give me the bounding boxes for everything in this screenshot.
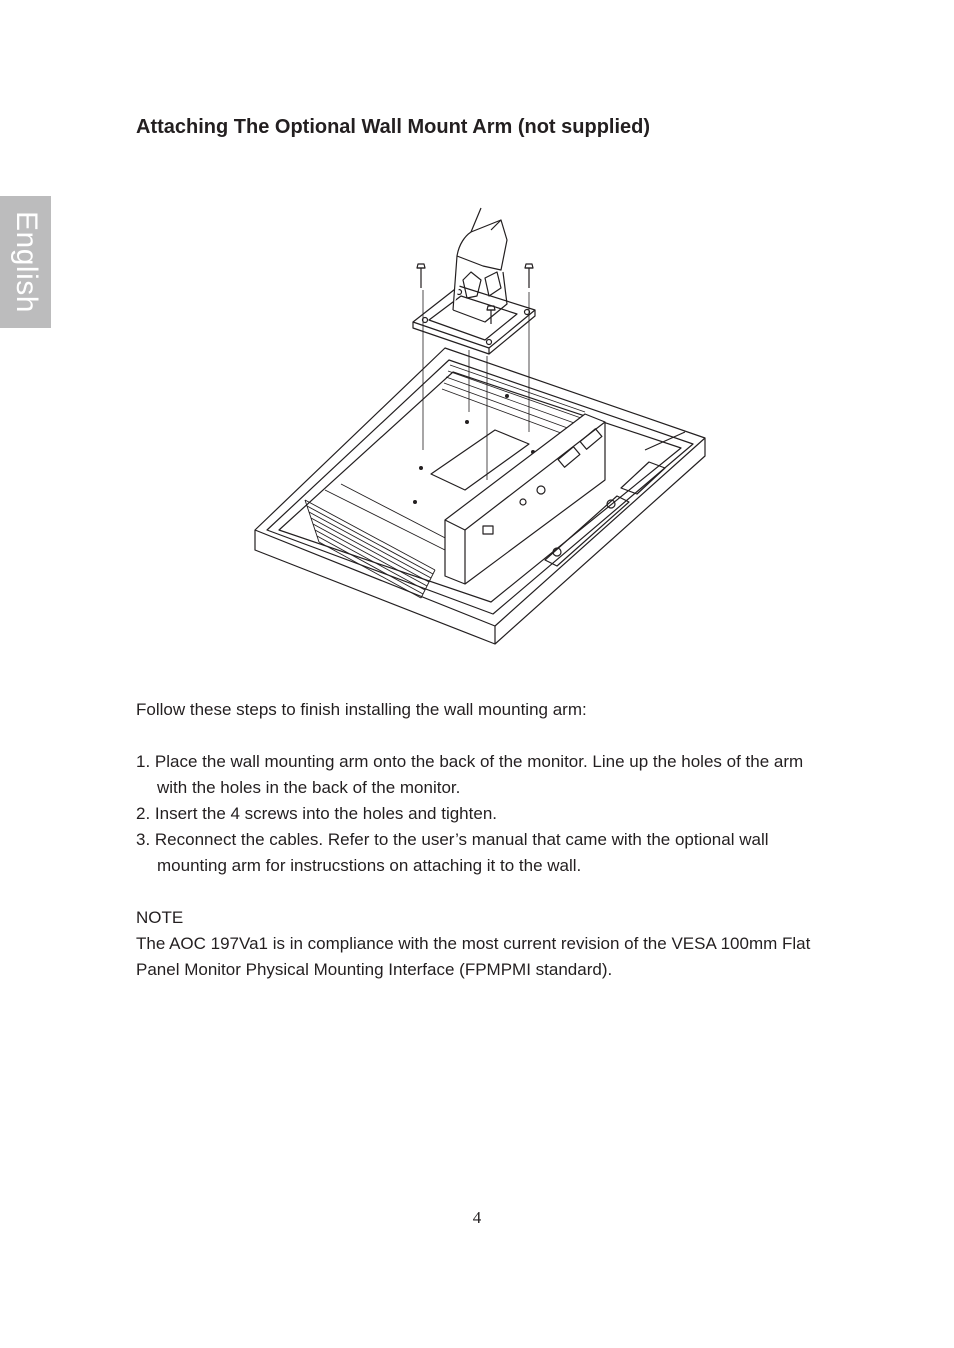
step-item: 2. Insert the 4 screws into the holes and tighten. xyxy=(136,804,497,823)
step-item: 1. Place the wall mounting arm onto the back of the monitor. Line up the holes of the arm with the holes in the back of the monitor. xyxy=(136,752,804,797)
intro-text: Follow these steps to finish installing the wall mounting arm: xyxy=(136,700,587,719)
note-block xyxy=(136,905,836,983)
steps-list xyxy=(136,749,836,879)
language-tab-label: English xyxy=(9,211,43,313)
mount-plate-icon xyxy=(413,286,535,348)
wall-mount-illustration xyxy=(245,200,715,650)
note-heading: NOTE xyxy=(136,908,184,927)
note-text: The AOC 197Va1 is in compliance with the most current revision of the VESA 100mm Flat Panel Monitor Physical Mounting Interface (FPMPMI standard). xyxy=(136,934,811,979)
page-title: Attaching The Optional Wall Mount Arm (not supplied) xyxy=(136,116,651,138)
step-item: 3. Reconnect the cables. Refer to the user’s manual that came with the optional wall mounting arm for instrucstions on attaching it to the wall. xyxy=(136,830,769,875)
language-side-tab xyxy=(0,196,51,328)
page-number: 4 xyxy=(472,1208,482,1227)
instructions xyxy=(136,697,836,983)
